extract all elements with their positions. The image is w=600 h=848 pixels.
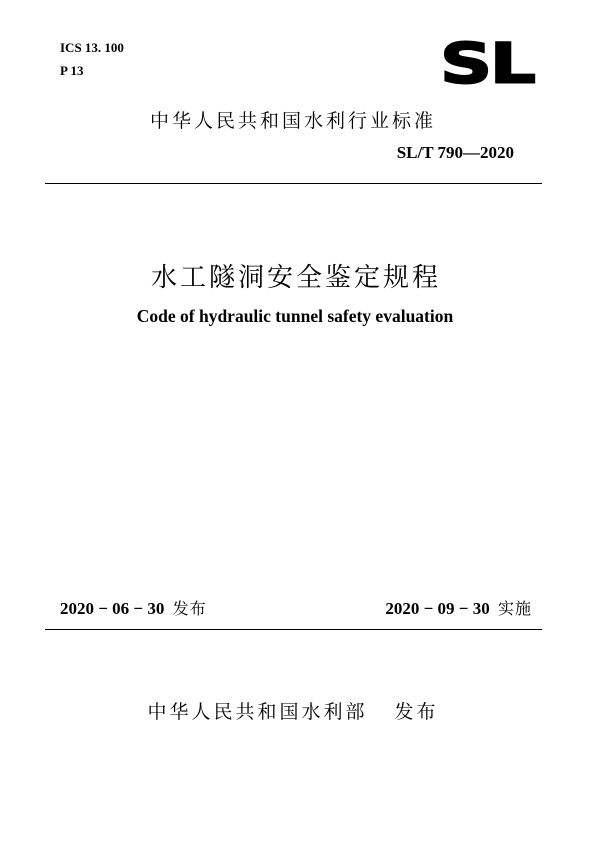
document-title-chinese: 水工隧洞安全鉴定规程 [150, 263, 441, 293]
industry-standard-title: 中华人民共和国水利行业标准 [149, 110, 436, 132]
issue-date: 2020 − 06 − 30 [60, 599, 165, 618]
document-title-english: Code of hydraulic tunnel safety evaluation [136, 306, 454, 326]
bottom-divider [45, 629, 542, 630]
implementation-date: 2020 − 09 − 30 [385, 599, 490, 618]
implementation-label: 实施 [497, 599, 532, 618]
standard-number: SL/T 790—2020 [396, 143, 514, 162]
sl-logo: SL [440, 31, 534, 96]
classification-code: P 13 [60, 63, 84, 78]
issue-label: 发布 [172, 599, 207, 618]
publisher: 中华人民共和国水利部 发布 [147, 701, 439, 723]
top-divider [45, 183, 542, 184]
ics-code: ICS 13. 100 [60, 40, 124, 55]
implementation-date-group [385, 596, 532, 619]
issue-date-group [60, 596, 207, 619]
